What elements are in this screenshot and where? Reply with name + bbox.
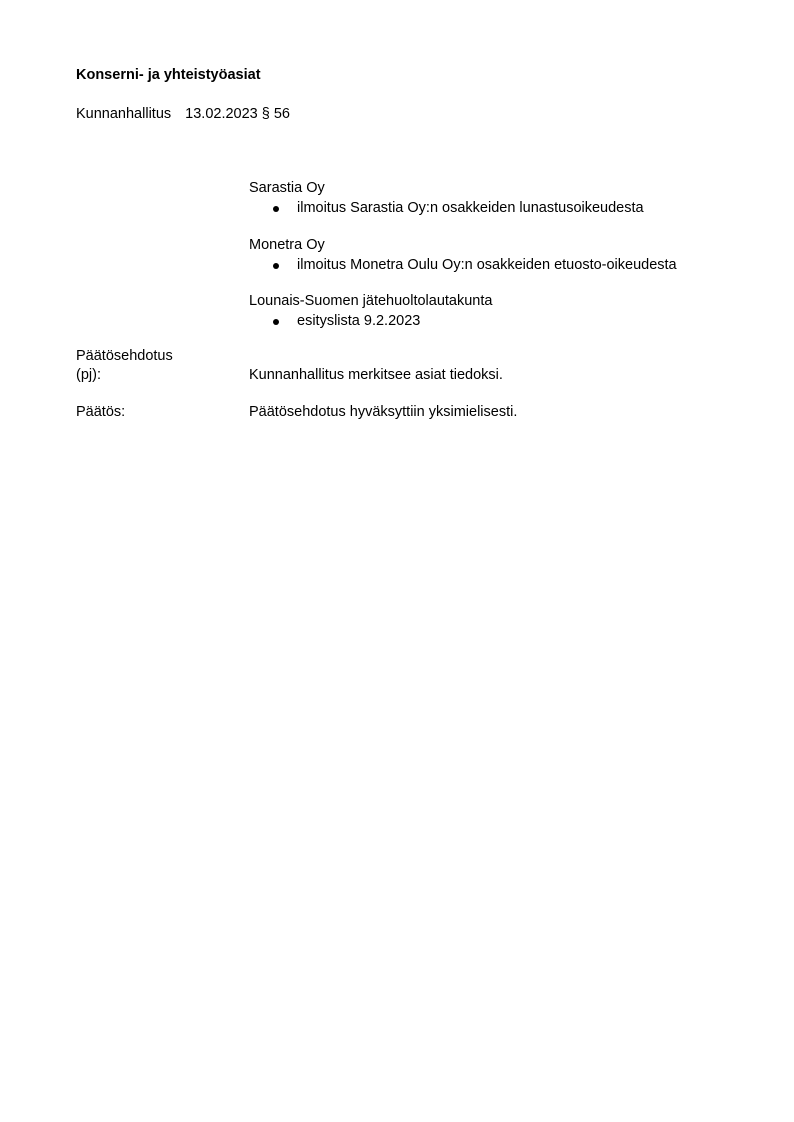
list-item	[249, 198, 644, 218]
section-monetra	[249, 235, 677, 275]
proposal-label-line1: Päätösehdotus	[76, 348, 173, 364]
section-title: Sarastia Oy	[249, 180, 325, 196]
list-item-text: esityslista 9.2.2023	[297, 313, 421, 329]
proposal-label-line2: (pj):	[76, 367, 101, 383]
section-title: Monetra Oy	[249, 237, 325, 253]
proposal-text: Kunnanhallitus merkitsee asiat tiedoksi.	[249, 367, 503, 383]
document-heading: Konserni- ja yhteistyöasiat	[76, 67, 261, 83]
meeting-reference	[76, 106, 290, 122]
section-sarastia	[249, 178, 644, 218]
meeting-body: Kunnanhallitus	[76, 106, 172, 122]
proposal-label	[76, 347, 173, 385]
bullet-icon	[273, 319, 279, 325]
bullet-icon	[273, 206, 279, 212]
list-item	[249, 311, 492, 331]
list-item-text: ilmoitus Sarastia Oy:n osakkeiden lunastusoikeudesta	[297, 200, 644, 216]
section-title: Lounais-Suomen jätehuoltolautakunta	[249, 293, 493, 309]
meeting-ref: 13.02.2023 § 56	[185, 106, 290, 122]
list-item-text: ilmoitus Monetra Oulu Oy:n osakkeiden etuosto-oikeudesta	[297, 257, 677, 273]
bullet-icon	[273, 263, 279, 269]
decision-label: Päätös:	[76, 404, 126, 420]
section-lounais-suomen	[249, 291, 492, 331]
list-item	[249, 255, 677, 275]
decision-text: Päätösehdotus hyväksyttiin yksimielisesti.	[249, 404, 518, 420]
